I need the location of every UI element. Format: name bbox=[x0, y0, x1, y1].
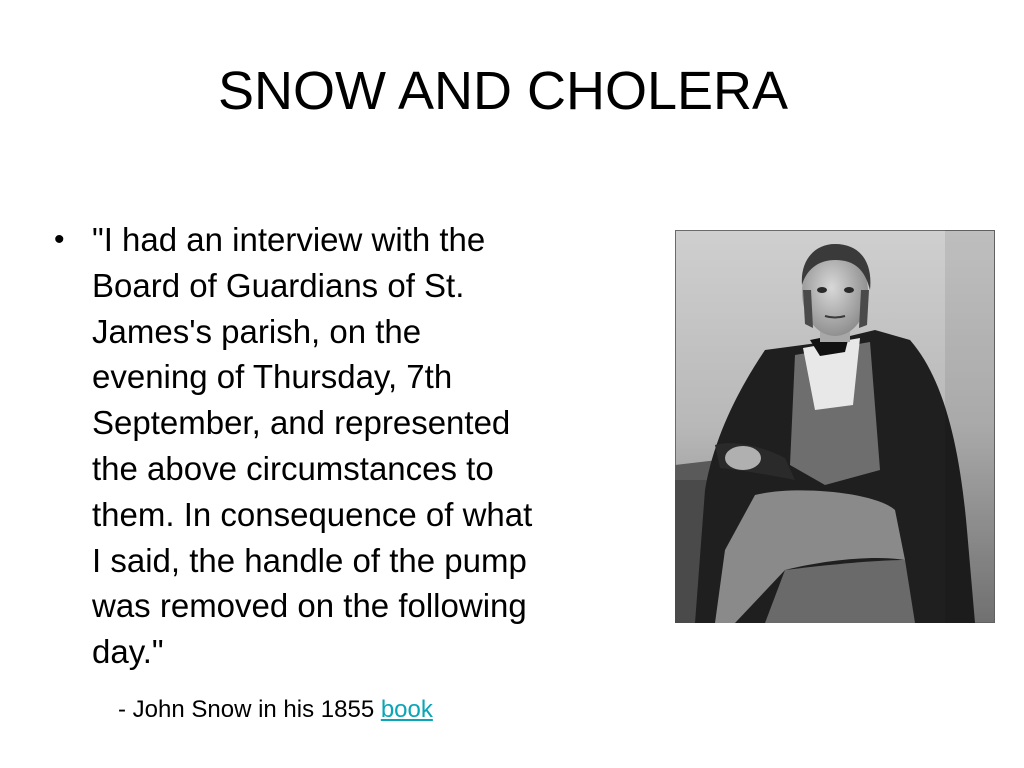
quote-bullet bbox=[50, 217, 670, 675]
quote-line: them. In consequence of what bbox=[92, 495, 533, 533]
attribution bbox=[118, 693, 433, 727]
bullet-list bbox=[50, 217, 670, 675]
book-link[interactable]: book bbox=[380, 696, 433, 723]
quote-line: James's parish, on the bbox=[92, 312, 422, 350]
bullet-icon: • bbox=[54, 223, 65, 256]
quote-line: "I had an interview with the bbox=[92, 221, 486, 258]
attribution-text: - John Snow in his 1855 bbox=[118, 696, 381, 723]
quote-line: the above circumstances to bbox=[92, 449, 494, 487]
quote-line: day." bbox=[92, 633, 164, 671]
quote-line: September, and represented bbox=[92, 404, 511, 442]
portrait-photo bbox=[675, 230, 995, 623]
quote-line: Board of Guardians of St. bbox=[92, 266, 465, 304]
quote-line: I said, the handle of the pump bbox=[92, 541, 527, 579]
slide-title: SNOW AND CHOLERA bbox=[217, 61, 789, 121]
quote-line: was removed on the following bbox=[92, 587, 527, 625]
quote-line: evening of Thursday, 7th bbox=[92, 358, 453, 396]
